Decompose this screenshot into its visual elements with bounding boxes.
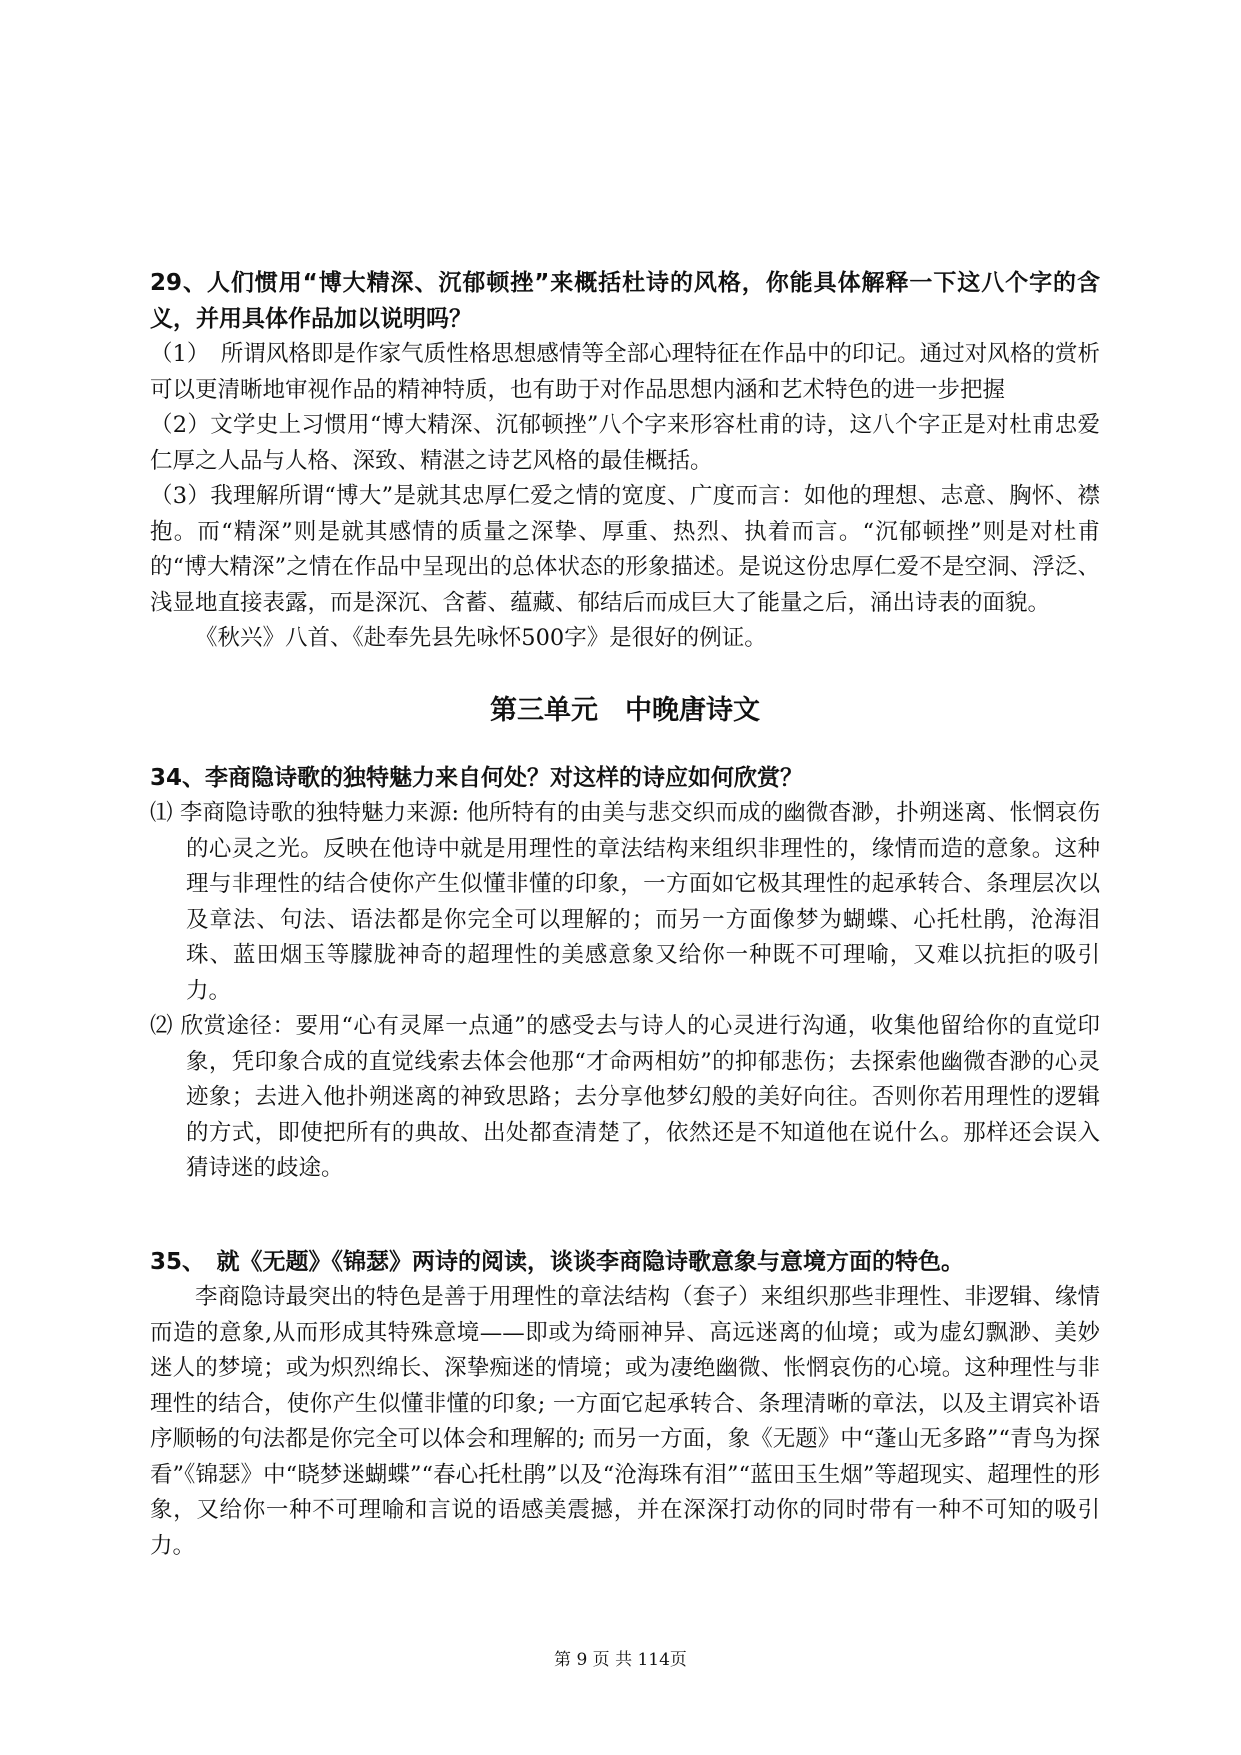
question-35	[150, 1245, 1100, 1565]
question-29-example: 《秋兴》八首、《赴奉先县先咏怀500字》是很好的例证。	[195, 625, 767, 651]
question-34	[150, 761, 1100, 1187]
question-34-answer-2: ⑵ 欣赏途径：要用“心有灵犀一点通”的感受去与诗人的心灵进行沟通，收集他留给你的直觉印象，凭印象合成的直觉线索去体会他那“才命两相妨”的抑郁悲伤；去探索他幽微杳渺的心灵迹象；去进入他扑朔迷离的神致思路；去分享他梦幻般的美好向往。否则你若用理性的逻辑的方式，即使把所有的典故、出处都查清楚了，依然还是不知道他在说什么。那样还会误入猜诗迷的歧途。	[150, 1013, 1100, 1181]
page-content	[150, 266, 1100, 1564]
question-29	[150, 266, 1100, 657]
page-footer: 第 9 页 共 114页	[554, 1650, 687, 1670]
question-29-title: 29、人们惯用“博大精深、沉郁顿挫”来概括杜诗的风格，你能具体解释一下这八个字的含义，并用具体作品加以说明吗？	[150, 270, 1100, 332]
section-heading: 第三单元 中晚唐诗文	[490, 694, 760, 726]
question-35-title: 35、 就《无题》《锦瑟》两诗的阅读，谈谈李商隐诗歌意象与意境方面的特色。	[150, 1248, 965, 1275]
question-29-answer-3: （3）我理解所谓“博大”是就其忠厚仁爱之情的宽度、广度而言：如他的理想、志意、胸怀、襟抱。而“精深”则是就其感情的质量之深挚、厚重、热烈、执着而言。“沉郁顿挫”则是对杜甫的“博大精深”之情在作品中呈现出的总体状态的形象描述。是说这份忠厚仁爱不是空洞、浮泛、浅显地直接表露，而是深沉、含蓄、蕴藏、郁结后而成巨大了能量之后，涌出诗表的面貌。	[150, 483, 1100, 616]
question-34-title: 34、李商隐诗歌的独特魅力来自何处？对这样的诗应如何欣赏？	[150, 764, 804, 791]
question-34-answer-1: ⑴ 李商隐诗歌的独特魅力来源: 他所特有的由美与悲交织而成的幽微杳渺，扑朔迷离、怅惘哀伤的心灵之光。反映在他诗中就是用理性的章法结构来组织非理性的，缘情而造的意象。这种理与非理性的结合使你产生似懂非懂的印象，一方面如它极其理性的起承转合、条理层次以及章法、句法、语法都是你完全可以理解的；而另一方面像梦为蝴蝶、心托杜鹃，沧海泪珠、蓝田烟玉等朦胧神奇的超理性的美感意象又给你一种既不可理喻，又难以抗拒的吸引力。	[150, 800, 1100, 1004]
question-29-answer-1: （1） 所谓风格即是作家气质性格思想感情等全部心理特征在作品中的印记。通过对风格的赏析可以更清晰地审视作品的精神特质，也有助于对作品思想内涵和艺术特色的进一步把握	[150, 341, 1100, 403]
spacer	[150, 1187, 1100, 1245]
question-35-answer: 李商隐诗最突出的特色是善于用理性的章法结构（套子）来组织那些非理性、非逻辑、缘情而造的意象,从而形成其特殊意境——即或为绮丽神异、高远迷离的仙境；或为虚幻飘渺、美妙迷人的梦境；或为炽烈绵长、深挚痴迷的情境；或为凄绝幽微、怅惘哀伤的心境。这种理性与非理性的结合，使你产生似懂非懂的印象; 一方面它起承转合、条理清晰的章法，以及主谓宾补语序顺畅的句法都是你完全可以体会和理解的; 而另一方面，象《无题》中“蓬山无多路”“青鸟为探看”《锦瑟》中“晓梦迷蝴蝶”“春心托杜鹃”以及“沧海珠有泪”“蓝田玉生烟”等超现实、超理性的形象，又给你一种不可理喻和言说的语感美震撼，并在深深打动你的同时带有一种不可知的吸引力。	[150, 1284, 1100, 1559]
question-29-answer-2: （2）文学史上习惯用“博大精深、沉郁顿挫”八个字来形容杜甫的诗，这八个字正是对杜甫忠爱仁厚之人品与人格、深致、精湛之诗艺风格的最佳概括。	[150, 412, 1100, 474]
